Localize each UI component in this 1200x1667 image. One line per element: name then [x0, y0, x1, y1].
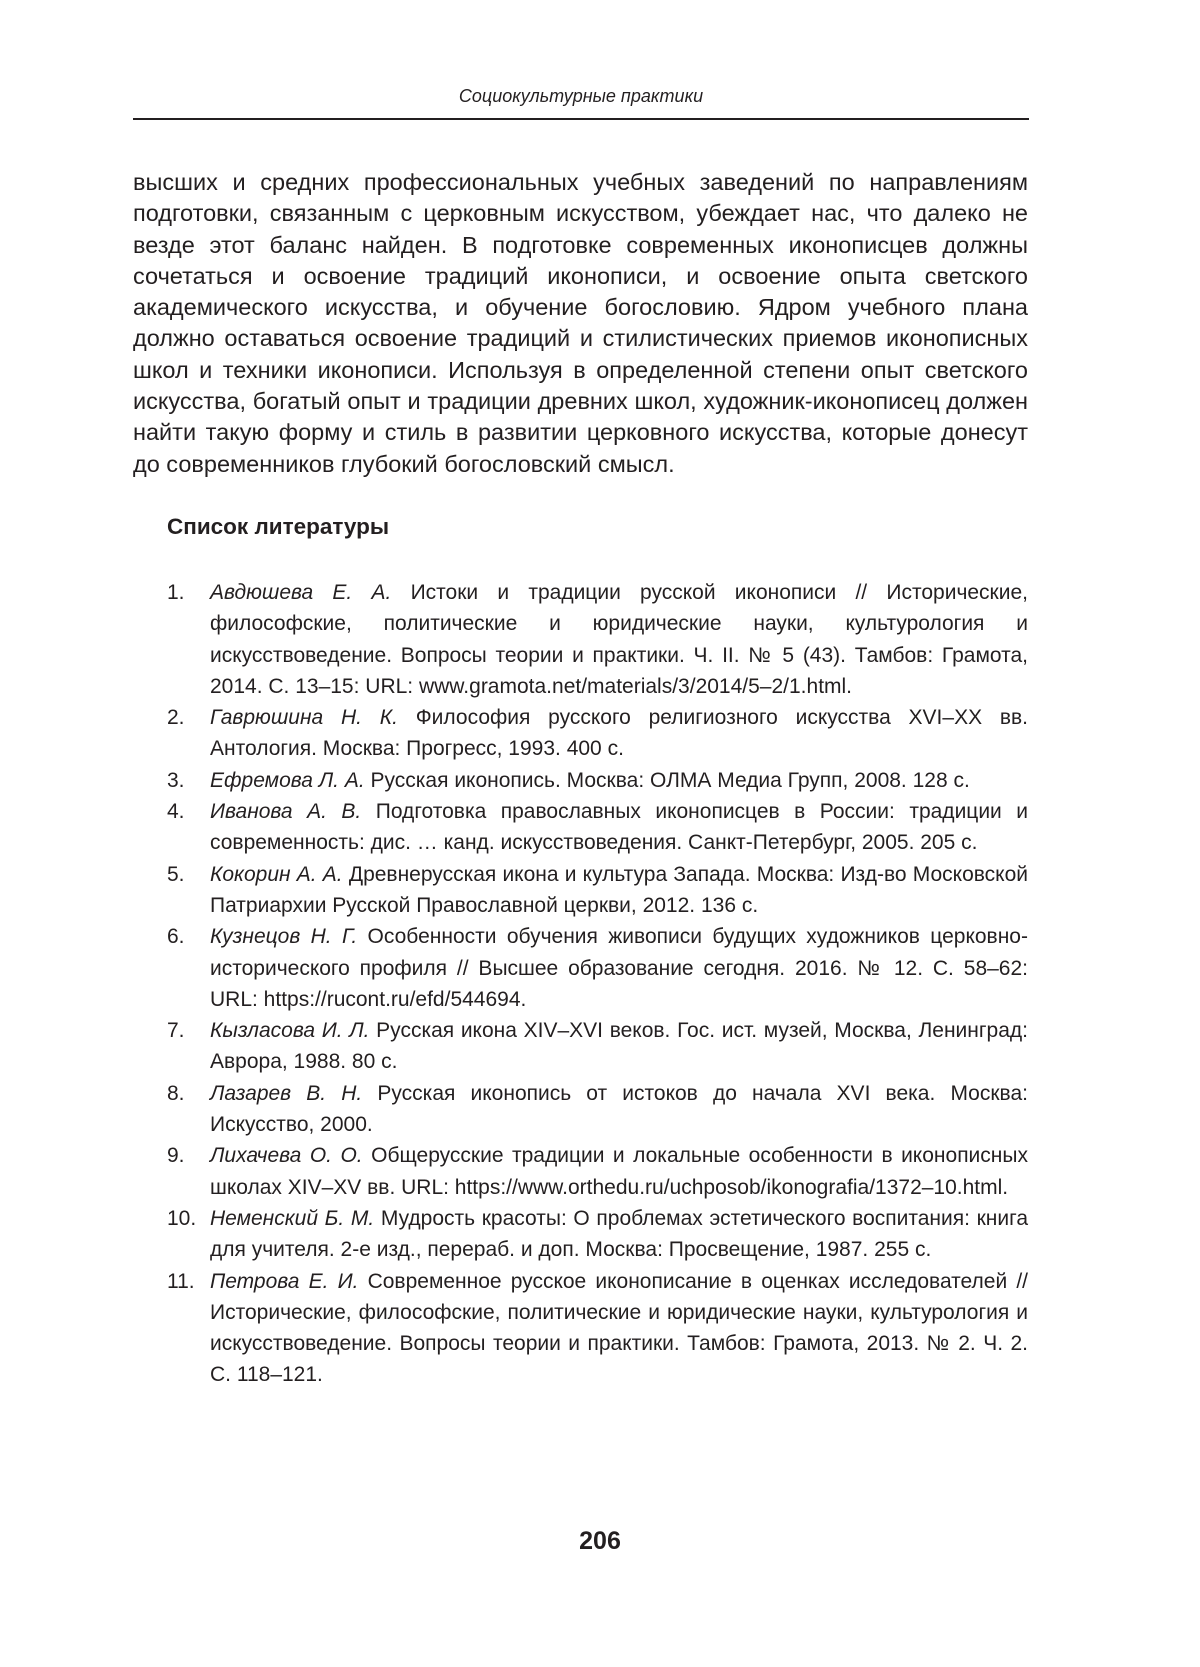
reference-author: Кызласова И. Л. [210, 1019, 370, 1043]
reference-author: Гаврюшина Н. К. [210, 706, 398, 730]
reference-item [133, 859, 1028, 922]
reference-content [210, 1078, 1028, 1141]
reference-number: 11. [167, 1269, 195, 1293]
reference-number: 10. [167, 1206, 197, 1230]
reference-item [133, 796, 1028, 859]
reference-text: Русская иконопись от истоков до начала XVI века. Москва: Искусство, 2000. [210, 1081, 1028, 1137]
reference-text: Истоки и традиции русской иконописи // Исторические, философские, политические и юридические науки, культурология и искусствоведение. Вопросы теории и практики. Ч. II. № 5 (43). Тамбов: Грамота, 2014. С. 13–15: URL: www.gramota.net/materials/3/2014/5–2/1.html. [210, 581, 1028, 698]
reference-item [133, 1266, 1028, 1391]
references-title: Список литературы [167, 514, 390, 539]
reference-text: Подготовка православных иконописцев в России: традиции и современность: дис. … канд. искусствоведения. Санкт-Петербург, 2005. 205 с. [210, 800, 1028, 855]
reference-number: 2. [167, 706, 185, 730]
reference-item [133, 1140, 1028, 1203]
reference-author: Лихачева О. О. [210, 1144, 363, 1168]
reference-text: Философия русского религиозного искусства XVI–XX вв. Антология. Москва: Прогресс, 1993. 400 с. [210, 706, 1028, 761]
reference-content [210, 796, 1028, 859]
header-divider [133, 118, 1029, 120]
reference-content [210, 921, 1028, 1015]
reference-item [133, 1078, 1028, 1141]
reference-author: Авдюшева Е. А. [210, 581, 392, 604]
reference-number: 1. [167, 581, 185, 604]
reference-number: 6. [167, 925, 185, 949]
reference-text: Современное русское иконописание в оценках исследователей // Исторические, философские, политические и юридические науки, культурология и искусствоведение. Вопросы теории и практики. Тамбов: Грамота, 2013. № 2. Ч. 2. С. 118–121. [210, 1269, 1029, 1387]
running-header: Социокультурные практики [458, 86, 704, 106]
reference-number: 9. [167, 1144, 185, 1168]
reference-number: 7. [167, 1019, 185, 1043]
page-number: 206 [579, 1527, 621, 1555]
reference-content [210, 859, 1028, 922]
reference-item [133, 1015, 1028, 1078]
reference-number: 4. [167, 800, 185, 824]
reference-author: Неменский Б. М. [210, 1206, 375, 1230]
reference-content [210, 1266, 1028, 1391]
reference-author: Иванова А. В. [210, 800, 362, 824]
reference-content [210, 1203, 1028, 1266]
reference-content [210, 765, 1028, 796]
reference-content [210, 702, 1028, 765]
reference-text: Древнерусская икона и культура Запада. Москва: Изд-во Московской Патриархии Русской Православной церкви, 2012. 136 с. [210, 862, 1029, 917]
reference-item [133, 765, 1028, 796]
reference-item [133, 1203, 1028, 1266]
references-list [133, 577, 1028, 1391]
reference-author: Кокорин А. А. [210, 862, 343, 886]
reference-number: 8. [167, 1081, 185, 1105]
reference-author: Лазарев В. Н. [210, 1081, 363, 1105]
reference-text: Русская иконопись. Москва: ОЛМА Медиа Групп, 2008. 128 с. [370, 768, 970, 792]
reference-content [210, 1140, 1028, 1203]
reference-item [133, 577, 1028, 702]
body-paragraph: высших и средних профессиональных учебных заведений по направлениям подготовки, связанным с церковным искусством, убеждает нас, что далеко не везде этот баланс найден. В подготовке современных иконописцев должны сочетаться и освоение традиций иконописи, и освоение опыта светского академического искусства, и обучение богословию. Ядром учебного плана должно оставаться освоение традиций и стилистических приемов иконописных школ и техники иконописи. Используя в определенной степени опыт светского искусства, богатый опыт и традиции древних школ, художник-иконописец должен найти такую форму и стиль в развитии церковного искусства, которые донесут до современников глубокий богословский смысл. [133, 169, 1028, 477]
reference-item [133, 921, 1028, 1015]
reference-content [210, 577, 1028, 702]
reference-text: Русская икона XIV–XVI веков. Гос. ист. музей, Москва, Ленинград: Аврора, 1988. 80 с. [210, 1019, 1028, 1074]
reference-number: 3. [167, 768, 185, 792]
reference-author: Ефремова Л. А. [210, 768, 365, 792]
reference-text: Общерусские традиции и локальные особенности в иконописных школах XIV–XV вв. URL: https://www.orthedu.ru/uchposob/ikonografia/1372–10.html. [210, 1144, 1028, 1199]
reference-item [133, 702, 1028, 765]
reference-text: Мудрость красоты: О проблемах эстетического воспитания: книга для учителя. 2-е изд., перераб. и доп. Москва: Просвещение, 1987. 255 с. [210, 1206, 1029, 1262]
reference-author: Кузнецов Н. Г. [210, 925, 358, 949]
reference-number: 5. [167, 862, 185, 886]
reference-content [210, 1015, 1028, 1078]
reference-text: Особенности обучения живописи будущих художников церковно-исторического профиля // Высшее образование сегодня. 2016. № 12. С. 58–62: URL: https://rucont.ru/efd/544694. [210, 925, 1028, 1011]
reference-author: Петрова Е. И. [210, 1269, 359, 1293]
